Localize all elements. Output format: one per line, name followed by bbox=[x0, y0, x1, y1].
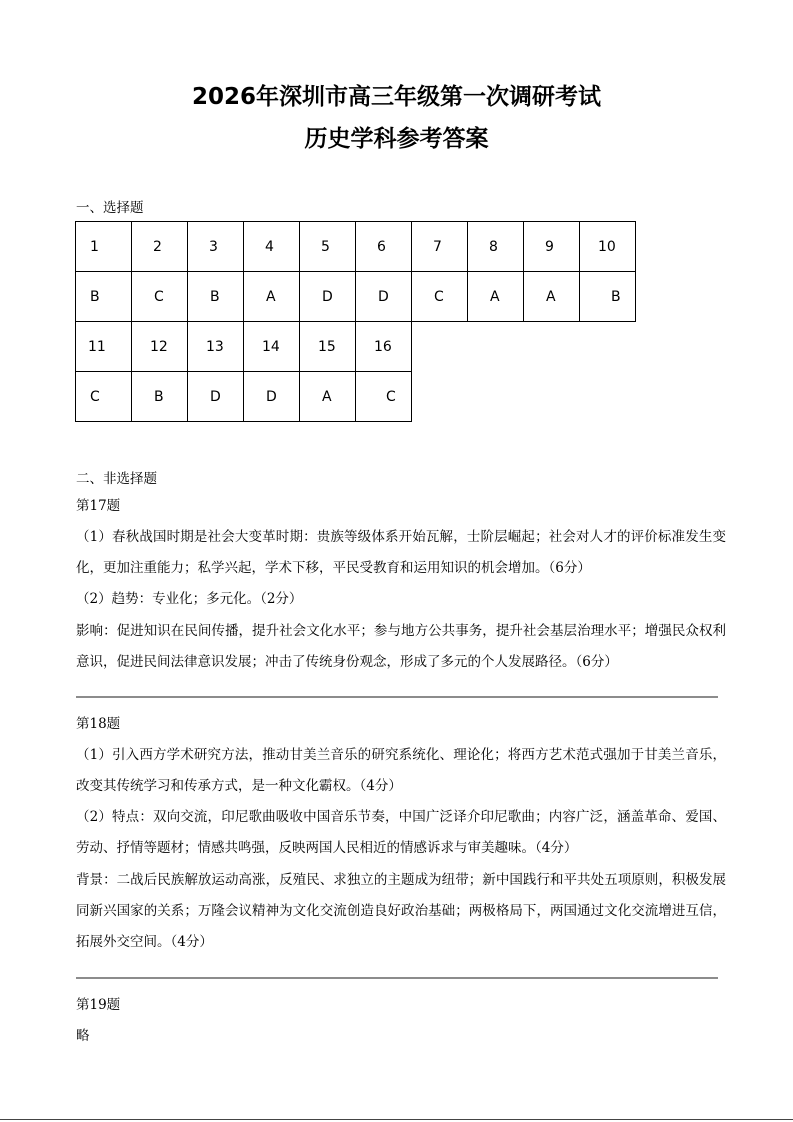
answer-letter: C bbox=[76, 372, 132, 422]
question-number: 6 bbox=[356, 222, 412, 272]
answer-letter: D bbox=[188, 372, 244, 422]
question-number: 12 bbox=[132, 322, 188, 372]
answer-row-numbers-1 bbox=[76, 222, 636, 272]
q18-answer-part1: （1）引入西方学术研究方法，推动甘美兰音乐的研究系统化、理论化；将西方艺术范式强加于甘美兰音乐，改变其传统学习和传承方式，是一种文化霸权。（4分） bbox=[76, 747, 726, 794]
section-nonchoice-label: 二、非选择题 bbox=[76, 471, 157, 487]
q18-answer-part2: （2）特点：双向交流，印尼歌曲吸收中国音乐节奏，中国广泛译介印尼歌曲；内容广泛，涵盖革命、爱国、劳动、抒情等题材；情感共鸣强，反映两国人民相近的情感诉求与审美趣味。（4分） bbox=[76, 809, 726, 856]
question-number: 10 bbox=[580, 222, 636, 272]
answer-letter: A bbox=[524, 272, 580, 322]
answer-letter: D bbox=[356, 272, 412, 322]
section-divider bbox=[76, 696, 718, 698]
empty-cell bbox=[412, 322, 468, 372]
answer-letter: B bbox=[188, 272, 244, 322]
answer-letter: A bbox=[244, 272, 300, 322]
answer-letter: C bbox=[356, 372, 412, 422]
exam-subtitle: 历史学科参考答案 bbox=[304, 126, 489, 152]
question-number: 11 bbox=[76, 322, 132, 372]
question-number: 14 bbox=[244, 322, 300, 372]
question-number: 1 bbox=[76, 222, 132, 272]
empty-cell bbox=[524, 372, 580, 422]
q17-answer-part1: （1）春秋战国时期是社会大变革时期：贵族等级体系开始瓦解，士阶层崛起；社会对人才的评价标准发生变化，更加注重能力；私学兴起，学术下移，平民受教育和运用知识的机会增加。（6分） bbox=[76, 529, 726, 576]
q17-answer-part2: （2）趋势：专业化；多元化。（2分） bbox=[76, 591, 303, 607]
question-number: 8 bbox=[468, 222, 524, 272]
answer-letter: C bbox=[412, 272, 468, 322]
q18-heading: 第18题 bbox=[76, 716, 121, 732]
empty-cell bbox=[580, 322, 636, 372]
exam-title: 2026年深圳市高三年级第一次调研考试 bbox=[191, 84, 601, 110]
section-divider bbox=[76, 977, 718, 979]
answer-row-numbers-2 bbox=[76, 322, 636, 372]
empty-cell bbox=[524, 322, 580, 372]
empty-cell bbox=[580, 372, 636, 422]
answer-table bbox=[75, 221, 636, 422]
answer-letter: D bbox=[300, 272, 356, 322]
question-number: 9 bbox=[524, 222, 580, 272]
answer-letter: B bbox=[76, 272, 132, 322]
question-number: 15 bbox=[300, 322, 356, 372]
answer-row-letters-1 bbox=[76, 272, 636, 322]
question-number: 4 bbox=[244, 222, 300, 272]
answer-letter: B bbox=[132, 372, 188, 422]
section-choice-label: 一、选择题 bbox=[76, 200, 144, 216]
question-number: 7 bbox=[412, 222, 468, 272]
answer-letter: A bbox=[300, 372, 356, 422]
q19-answer: 略 bbox=[76, 1028, 90, 1044]
question-number: 3 bbox=[188, 222, 244, 272]
answer-letter: B bbox=[580, 272, 636, 322]
empty-cell bbox=[412, 372, 468, 422]
page-bottom-line bbox=[0, 1119, 793, 1120]
question-number: 5 bbox=[300, 222, 356, 272]
question-number: 16 bbox=[356, 322, 412, 372]
q19-heading: 第19题 bbox=[76, 997, 121, 1013]
answer-letter: A bbox=[468, 272, 524, 322]
answer-letter: C bbox=[132, 272, 188, 322]
answer-letter: D bbox=[244, 372, 300, 422]
answer-row-letters-2 bbox=[76, 372, 636, 422]
q17-answer-impact: 影响：促进知识在民间传播，提升社会文化水平；参与地方公共事务，提升社会基层治理水平；增强民众权利意识，促进民间法律意识发展；冲击了传统身份观念，形成了多元的个人发展路径。（6分） bbox=[76, 623, 726, 670]
empty-cell bbox=[468, 322, 524, 372]
question-number: 13 bbox=[188, 322, 244, 372]
empty-cell bbox=[468, 372, 524, 422]
question-number: 2 bbox=[132, 222, 188, 272]
q18-answer-background: 背景：二战后民族解放运动高涨，反殖民、求独立的主题成为纽带；新中国践行和平共处五项原则，积极发展同新兴国家的关系；万隆会议精神为文化交流创造良好政治基础；两极格局下，两国通过文化交流增进互信，拓展外交空间。（4分） bbox=[76, 872, 726, 950]
q17-heading: 第17题 bbox=[76, 498, 121, 514]
